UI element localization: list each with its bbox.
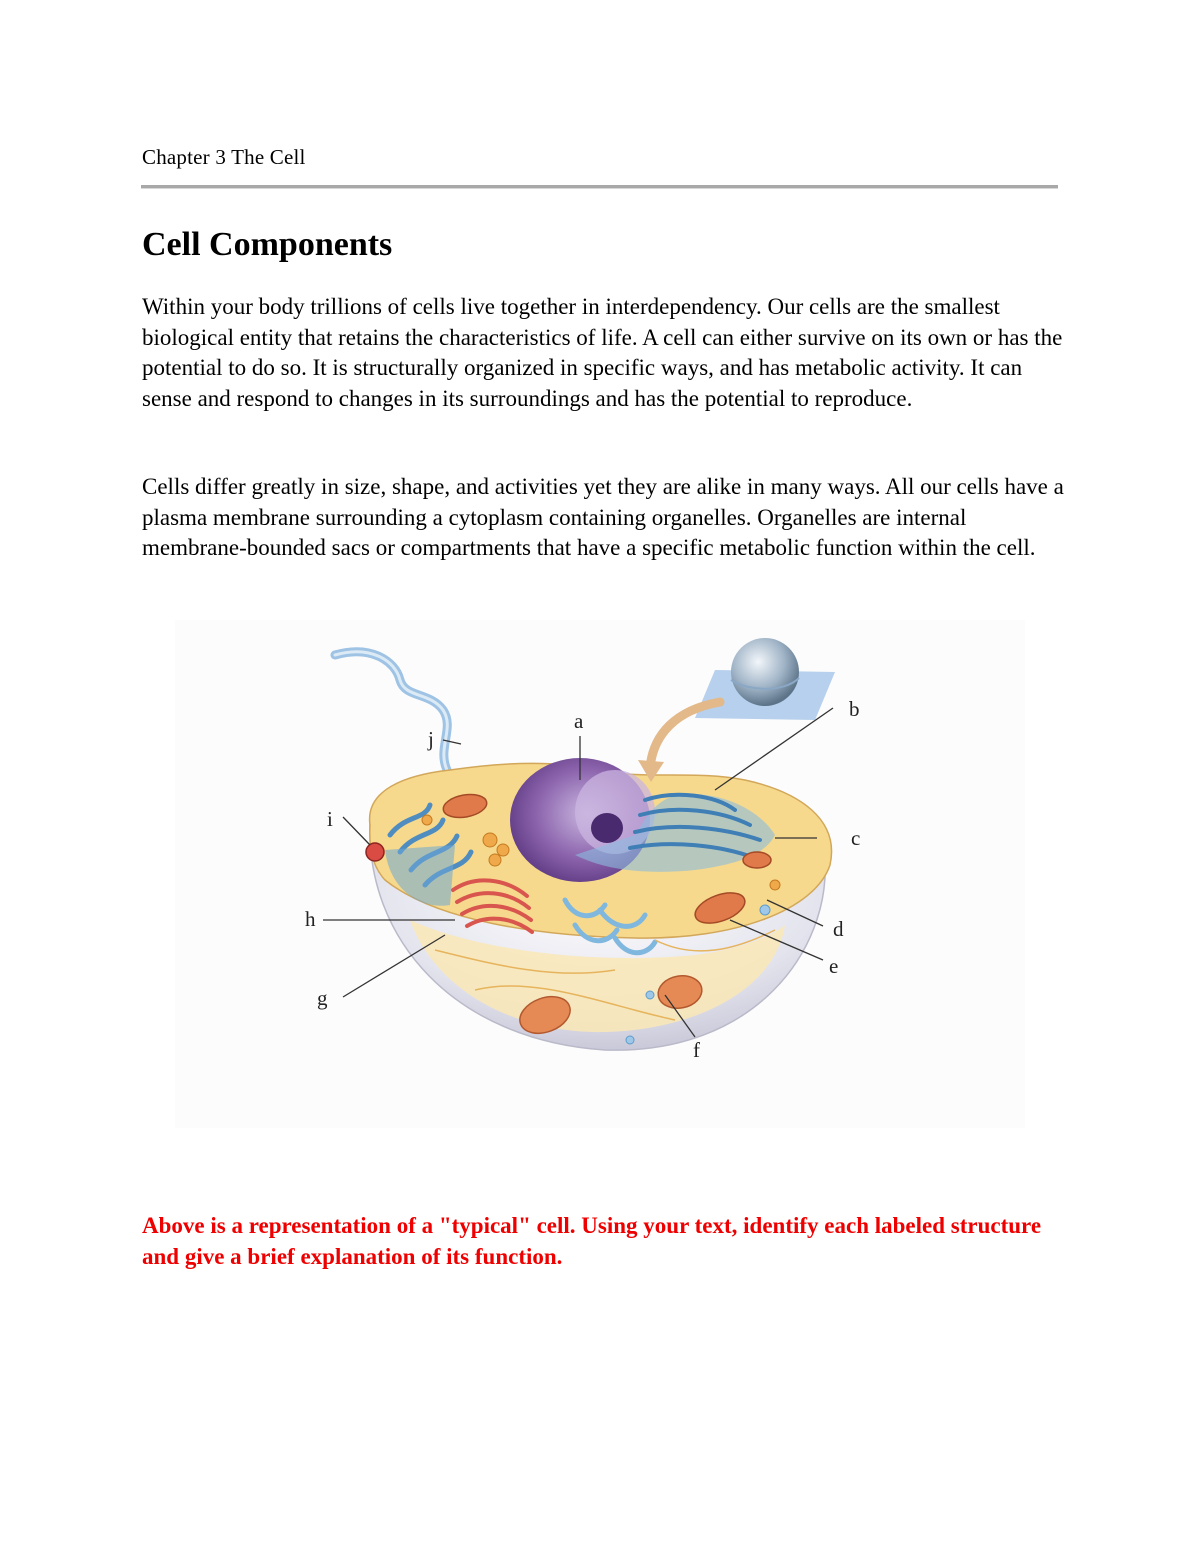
- label-b: b: [849, 697, 860, 721]
- chapter-title: Chapter 3 The Cell: [142, 145, 306, 169]
- header-divider: [141, 185, 1058, 189]
- label-d: d: [833, 917, 844, 941]
- label-g: g: [317, 986, 328, 1010]
- organelles-paragraph: Cells differ greatly in size, shape, and activities yet they are alike in many ways. All our cells have a plasma membrane surrounding a cytoplasm containing organelles. Organelles are internal membrane-bounded sacs or compartments that have a specific metabolic function within the cell.: [142, 474, 1064, 560]
- label-c: c: [851, 826, 861, 850]
- page-heading: Cell Components: [142, 226, 393, 263]
- lysosome: [366, 843, 384, 861]
- intro-paragraph: Within your body trillions of cells live together in interdependency. Our cells are the smallest biological entity that retains the characteristics of life. A cell can either survive on its own or has the potential to do so. It is structurally organized in specific ways, and has metabolic activity. It can sense and respond to changes in its surroundings and has the potential to reproduce.: [142, 294, 1063, 411]
- whole-cell-sphere-icon: [731, 638, 799, 706]
- label-i: i: [327, 807, 333, 831]
- label-j: j: [428, 727, 434, 751]
- nucleolus: [591, 813, 623, 843]
- label-h: h: [305, 907, 316, 931]
- label-a: a: [574, 709, 584, 733]
- label-f: f: [693, 1038, 700, 1062]
- cell-diagram: [175, 620, 1025, 1128]
- label-e: e: [829, 954, 839, 978]
- instructions-text: Above is a representation of a "typical" cell. Using your text, identify each labeled structure and give a brief explanation of its function.: [142, 1213, 1042, 1269]
